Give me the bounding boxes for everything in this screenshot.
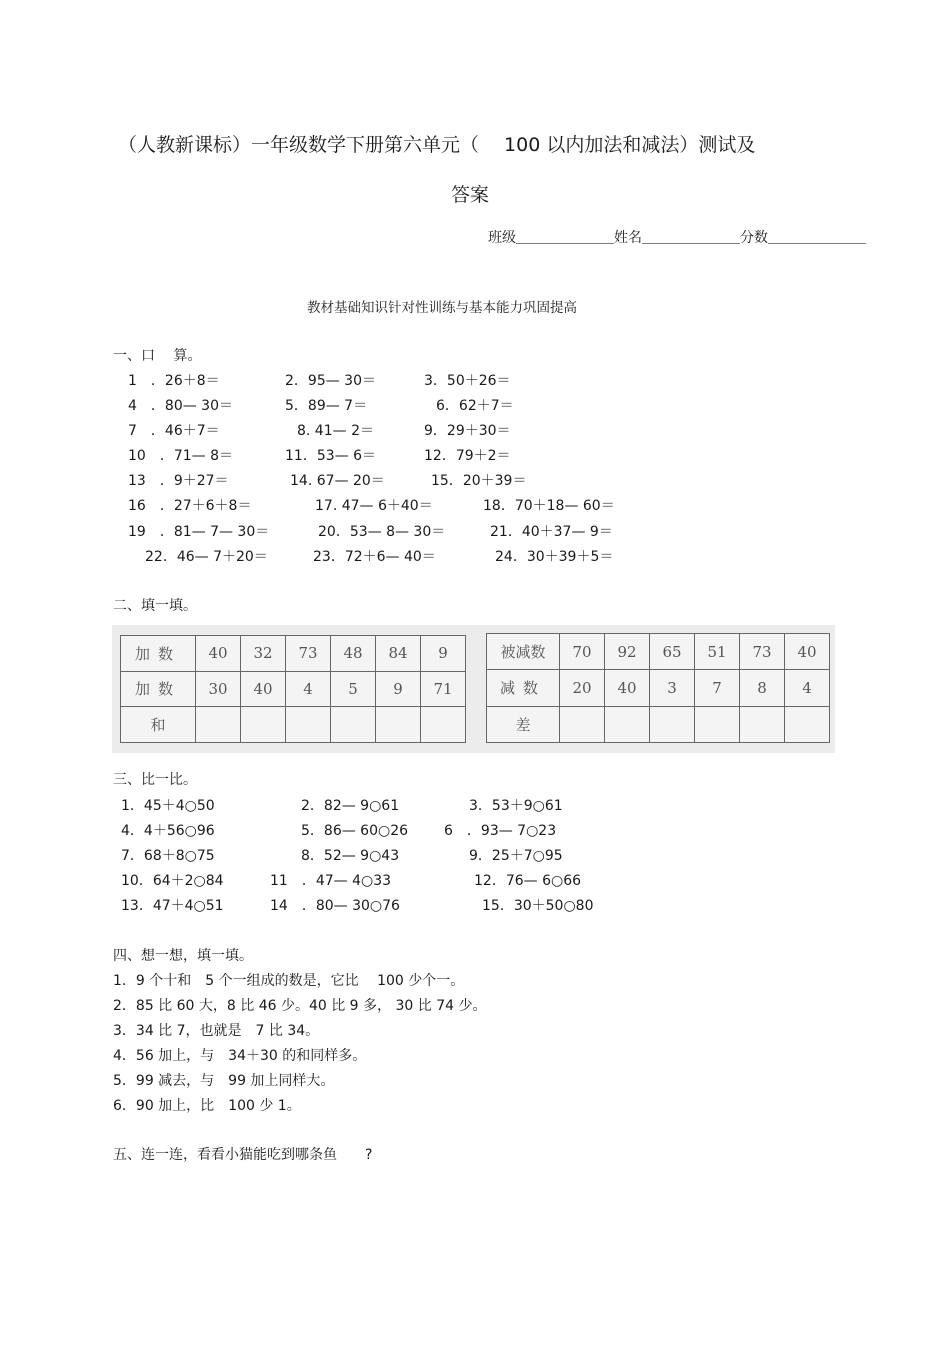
blank-cell — [421, 707, 466, 743]
table-cell: 4 — [785, 670, 830, 706]
blank-cell — [376, 707, 421, 743]
calc-item: 4 ．80— 30＝ — [128, 398, 233, 414]
table-cell: 20 — [560, 670, 605, 706]
subtrahend-label: 减数 — [487, 670, 560, 706]
table-cell: 92 — [605, 634, 650, 670]
section-subtitle: 教材基础知识针对性训练与基本能力巩固提高 — [307, 300, 577, 316]
calc-item: 13 ．9＋27＝ — [128, 473, 229, 489]
table-cell: 51 — [695, 634, 740, 670]
table-cell: 40 — [605, 670, 650, 706]
table-cell: 40 — [785, 634, 830, 670]
calc-item: 6．62＋7＝ — [436, 398, 514, 414]
calc-item: 20．53— 8— 30＝ — [318, 524, 446, 540]
section5-heading: 五、连一连，看看小猫能吃到哪条鱼 ? — [113, 1147, 373, 1163]
table-cell: 73 — [740, 634, 785, 670]
compare-item: 12．76— 6○66 — [474, 873, 582, 889]
calc-item: 16 ．27＋6＋8＝ — [128, 498, 252, 514]
page-title-line1: （人教新课标）一年级数学下册第六单元（ 100 以内加法和减法）测试及 — [118, 134, 756, 156]
compare-item: 8．52— 9○43 — [301, 848, 400, 864]
compare-item: 13．47＋4○51 — [121, 898, 224, 914]
calc-item: 8. 41— 2＝ — [297, 423, 374, 439]
fill-question: 6．90 加上，比 100 少 1。 — [113, 1098, 301, 1114]
blank-cell — [196, 707, 241, 743]
table-cell: 48 — [331, 636, 376, 672]
calc-item: 19 ．81— 7— 30＝ — [128, 524, 270, 540]
section3-heading: 三、比一比。 — [113, 772, 197, 788]
calc-item: 3．50＋26＝ — [424, 373, 511, 389]
table-cell: 8 — [740, 670, 785, 706]
compare-item: 2．82— 9○61 — [301, 798, 400, 814]
table-cell: 3 — [650, 670, 695, 706]
table-cell: 30 — [196, 671, 241, 707]
student-info-line: 班级＿＿＿＿＿＿＿姓名＿＿＿＿＿＿＿分数＿＿＿＿＿＿＿ — [488, 230, 866, 246]
fill-question: 2．85 比 60 大，8 比 46 少。40 比 9 多， 30 比 74 少。 — [113, 998, 487, 1014]
fill-in-tables-image — [112, 625, 835, 753]
table-cell: 84 — [376, 636, 421, 672]
blank-cell — [740, 706, 785, 742]
calc-item: 1 ．26＋8＝ — [128, 373, 220, 389]
calc-item: 14. 67— 20＝ — [290, 473, 385, 489]
calc-item: 17. 47— 6＋40＝ — [315, 498, 433, 514]
calc-item: 18．70＋18— 60＝ — [483, 498, 615, 514]
calc-item: 11．53— 6＝ — [285, 448, 376, 464]
compare-item: 5．86— 60○26 — [301, 823, 409, 839]
blank-cell — [650, 706, 695, 742]
table-cell: 4 — [286, 671, 331, 707]
addition-table — [120, 635, 466, 743]
table-cell: 73 — [286, 636, 331, 672]
blank-cell — [605, 706, 650, 742]
calc-item: 12．79＋2＝ — [424, 448, 511, 464]
table-cell: 40 — [241, 671, 286, 707]
sum-label: 和 — [121, 707, 196, 743]
compare-item: 6 ．93— 7○23 — [444, 823, 557, 839]
fill-question: 1．9 个十和 5 个一组成的数是，它比 100 少个一。 — [113, 973, 465, 989]
calc-item: 5．89— 7＝ — [285, 398, 368, 414]
compare-item: 1．45＋4○50 — [121, 798, 215, 814]
compare-item: 10．64＋2○84 — [121, 873, 224, 889]
table-cell: 9 — [376, 671, 421, 707]
table-cell: 32 — [241, 636, 286, 672]
fill-question: 4．56 加上，与 34＋30 的和同样多。 — [113, 1048, 367, 1064]
calc-item: 15．20＋39＝ — [431, 473, 527, 489]
table-cell: 40 — [196, 636, 241, 672]
section2-heading: 二、填一填。 — [113, 598, 197, 614]
compare-item: 15．30＋50○80 — [482, 898, 594, 914]
minuend-label: 被减数 — [487, 634, 560, 670]
compare-item: 7．68＋8○75 — [121, 848, 215, 864]
compare-item: 3．53＋9○61 — [469, 798, 563, 814]
table-cell: 71 — [421, 671, 466, 707]
blank-cell — [241, 707, 286, 743]
table-cell: 70 — [560, 634, 605, 670]
table-cell: 5 — [331, 671, 376, 707]
calc-item: 7 ．46＋7＝ — [128, 423, 220, 439]
section1-heading: 一、口 算。 — [113, 348, 202, 364]
blank-cell — [695, 706, 740, 742]
compare-item: 14 ．80— 30○76 — [270, 898, 400, 914]
fill-question: 5．99 减去，与 99 加上同样大。 — [113, 1073, 335, 1089]
calc-item: 9．29＋30＝ — [424, 423, 511, 439]
page-title-line2: 答案 — [451, 184, 490, 206]
subtraction-table — [486, 633, 830, 743]
fill-question: 3．34 比 7，也就是 7 比 34。 — [113, 1023, 320, 1039]
calc-item: 24．30＋39＋5＝ — [495, 549, 614, 565]
calc-item: 10 ．71— 8＝ — [128, 448, 233, 464]
compare-item: 11 ．47— 4○33 — [270, 873, 392, 889]
blank-cell — [331, 707, 376, 743]
compare-item: 4．4＋56○96 — [121, 823, 215, 839]
table-cell: 65 — [650, 634, 695, 670]
blank-cell — [785, 706, 830, 742]
addend-label: 加数 — [121, 636, 196, 672]
difference-label: 差 — [487, 706, 560, 742]
calc-item: 22．46— 7＋20＝ — [145, 549, 268, 565]
blank-cell — [286, 707, 331, 743]
compare-item: 9．25＋7○95 — [469, 848, 563, 864]
calc-item: 23．72＋6— 40＝ — [313, 549, 436, 565]
table-cell: 9 — [421, 636, 466, 672]
section4-heading: 四、想一想，填一填。 — [113, 948, 253, 964]
table-cell: 7 — [695, 670, 740, 706]
blank-cell — [560, 706, 605, 742]
addend-label: 加数 — [121, 671, 196, 707]
calc-item: 2．95— 30＝ — [285, 373, 376, 389]
calc-item: 21．40＋37— 9＝ — [490, 524, 613, 540]
